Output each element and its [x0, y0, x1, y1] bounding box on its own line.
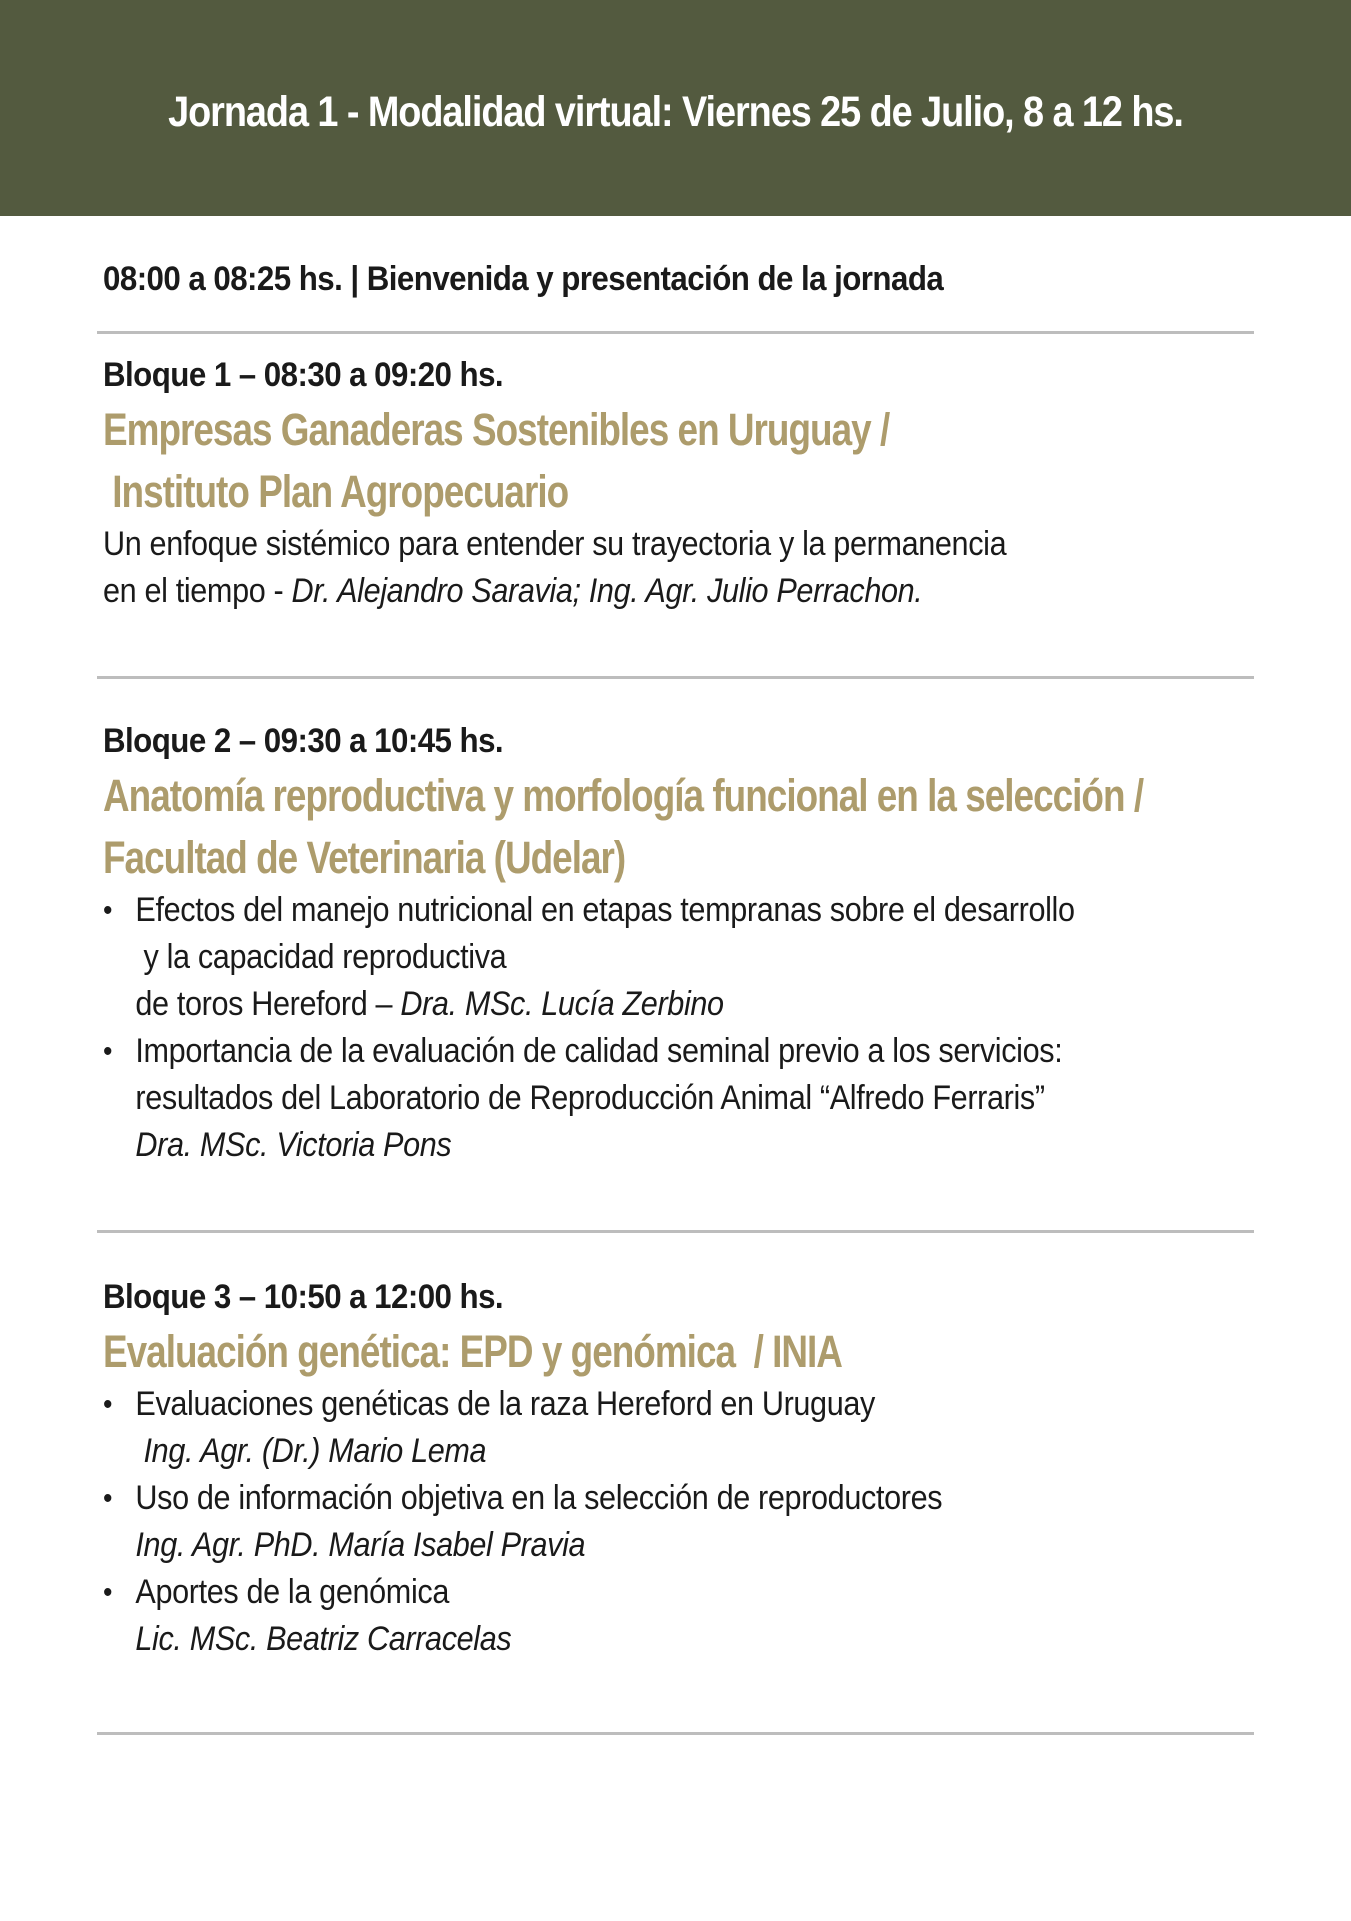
block-2-title-line-2: Facultad de Veterinaria (Udelar): [103, 832, 626, 883]
item-line: • Importancia de la evaluación de calidad seminal previo a los servicios:: [135, 1032, 1063, 1070]
item-speaker: Ing. Agr. (Dr.) Mario Lema: [135, 1432, 487, 1470]
item-line: y la capacidad reproductiva: [135, 938, 507, 976]
block-3-items: [103, 1381, 1138, 1663]
block-3-title: Evaluación genética: EPD y genómica / INIA: [103, 1326, 842, 1377]
list-item: [103, 1028, 1138, 1169]
header-band: [0, 0, 1351, 216]
block-1-description: [103, 521, 1138, 615]
block-1-description-plain: en el tiempo -: [103, 572, 292, 610]
item-line: • Efectos del manejo nutricional en etapas tempranas sobre el desarrollo: [135, 891, 1075, 929]
item-line: • Aportes de la genómica: [135, 1573, 449, 1611]
block-1-time: Bloque 1 – 08:30 a 09:20 hs.: [103, 356, 504, 394]
item-speaker: Dra. MSc. Lucía Zerbino: [400, 985, 724, 1023]
item-line: • Evaluaciones genéticas de la raza Hereford en Uruguay: [135, 1385, 875, 1423]
list-item: [103, 1475, 1138, 1569]
divider: [97, 1230, 1254, 1233]
item-plain: de toros Hereford –: [135, 985, 401, 1023]
item-speaker: Lic. MSc. Beatriz Carracelas: [135, 1620, 512, 1658]
list-item: [103, 1381, 1138, 1475]
item-speaker: Dra. MSc. Victoria Pons: [135, 1126, 452, 1164]
block-1-description-line-2: [103, 568, 1138, 615]
divider: [97, 676, 1254, 679]
page-title: Jornada 1 - Modalidad virtual: Viernes 25 de Julio, 8 a 12 hs.: [168, 88, 1183, 136]
block-1-title-line-1: Empresas Ganaderas Sostenibles en Uruguay /: [103, 404, 890, 455]
list-item: [103, 1569, 1138, 1663]
block-1: [103, 356, 1253, 615]
block-1-speakers: Dr. Alejandro Saravia; Ing. Agr. Julio Perrachon.: [291, 572, 923, 610]
block-3-time: Bloque 3 – 10:50 a 12:00 hs.: [103, 1278, 504, 1316]
item-line: resultados del Laboratorio de Reproducción Animal “Alfredo Ferraris”: [135, 1079, 1045, 1117]
item-line: • Uso de información objetiva en la selección de reproductores: [135, 1479, 943, 1517]
block-3: [103, 1278, 1253, 1663]
divider: [97, 331, 1254, 334]
list-item: [103, 887, 1138, 1028]
welcome-line: 08:00 a 08:25 hs. | Bienvenida y presentación de la jornada: [103, 260, 944, 298]
block-2-time: Bloque 2 – 09:30 a 10:45 hs.: [103, 722, 504, 760]
block-1-description-line-1: Un enfoque sistémico para entender su trayectoria y la permanencia: [103, 525, 1007, 563]
welcome-section: [103, 260, 1253, 299]
item-line: [135, 981, 1138, 1028]
divider: [97, 1732, 1254, 1735]
block-2-title-line-1: Anatomía reproductiva y morfología funcional en la selección /: [103, 770, 1144, 821]
block-1-title-line-2: Instituto Plan Agropecuario: [103, 466, 569, 517]
item-speaker: Ing. Agr. PhD. María Isabel Pravia: [135, 1526, 586, 1564]
block-2: [103, 722, 1253, 1169]
block-2-items: [103, 887, 1138, 1169]
